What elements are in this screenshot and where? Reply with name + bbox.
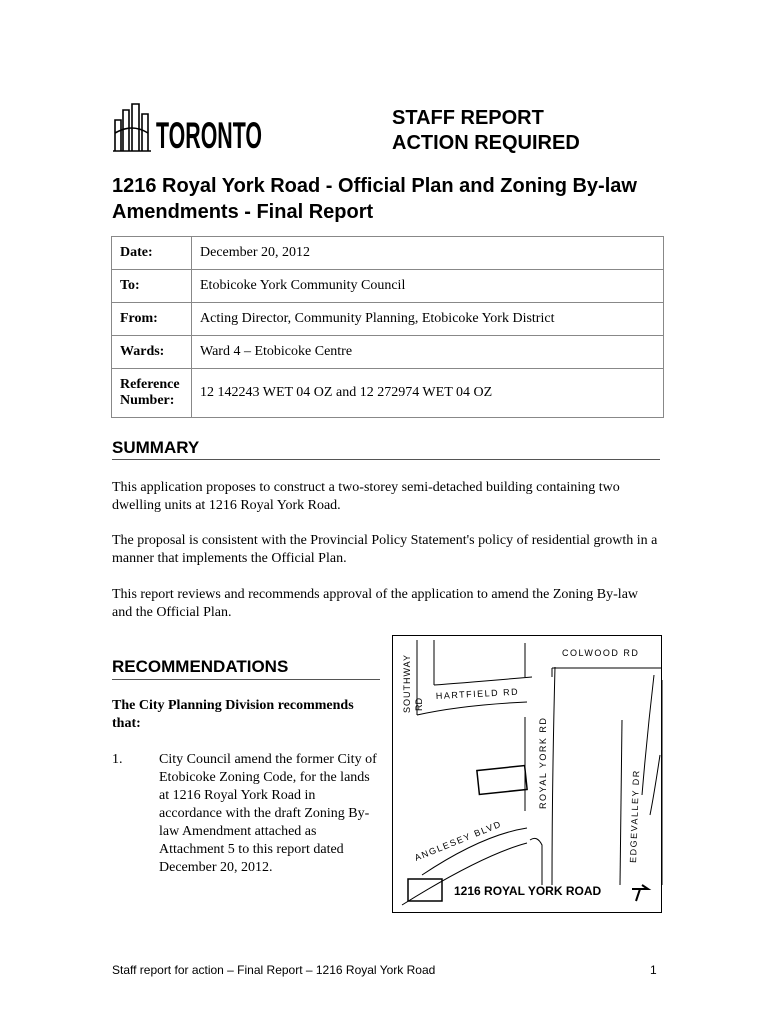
street-label-edgevalley: EDGEVALLEY DR [628, 769, 642, 864]
info-label [112, 369, 192, 418]
info-value: Ward 4 – Etobicoke Centre [192, 336, 664, 369]
street-label-southway: SOUTHWAY [402, 654, 412, 713]
info-label: From: [112, 303, 192, 336]
report-type-line2: ACTION REQUIRED [392, 132, 580, 154]
page-number: 1 [650, 963, 657, 977]
info-row-reference [112, 369, 664, 418]
info-row-date [112, 237, 664, 270]
logo-wordmark: TORONTO [156, 115, 262, 156]
street-label-hartfield: HARTFIELD RD [435, 686, 520, 701]
info-label-line1: Reference [120, 377, 180, 392]
info-label: Date: [112, 237, 192, 270]
info-row-wards [112, 336, 664, 369]
summary-paragraph-1: This application proposes to construct a two-storey semi-detached building containing two dwelling units at 1216 Royal York Road. [112, 480, 620, 513]
info-label: To: [112, 270, 192, 303]
recommendations-heading: RECOMMENDATIONS [112, 657, 289, 676]
street-label-anglesey: ANGLESEY BLVD [413, 818, 504, 863]
summary-paragraph-3: This report reviews and recommends approval of the application to amend the Zoning By-law and the Official Plan. [112, 587, 639, 620]
recommendations-intro: The City Planning Division recommends that: [112, 698, 354, 731]
street-label-colwood: COLWOOD RD [562, 648, 640, 658]
street-label-royal-york: ROYAL YORK RD [538, 716, 548, 809]
city-of-toronto-logo [112, 101, 264, 155]
info-row-to [112, 270, 664, 303]
info-value: 12 142243 WET 04 OZ and 12 272974 WET 04 OZ [192, 369, 664, 418]
report-type-line1: STAFF REPORT [392, 107, 544, 129]
location-map [392, 635, 662, 913]
summary-divider [112, 459, 660, 460]
info-label-line2: Number: [120, 393, 175, 408]
info-value: Acting Director, Community Planning, Etobicoke York District [192, 303, 664, 336]
report-info-table [111, 236, 664, 418]
summary-heading: SUMMARY [112, 438, 200, 457]
info-value: Etobicoke York Community Council [192, 270, 664, 303]
info-value: December 20, 2012 [192, 237, 664, 270]
report-title: 1216 Royal York Road - Official Plan and Zoning By-law Amendments - Final Report [112, 175, 637, 223]
recommendation-text: City Council amend the former City of Etobicoke Zoning Code, for the lands at 1216 Royal York Road in accordance with the draft Zoning By-law Amendment attached as Attachment 5 to this report dated December 20, 2012. [159, 752, 377, 875]
footer-text: Staff report for action – Final Report – 1216 Royal York Road [112, 963, 436, 977]
summary-paragraph-2: The proposal is consistent with the Provincial Policy Statement's policy of residential growth in a manner that implements the Official Plan. [112, 533, 658, 566]
legend-label: 1216 ROYAL YORK ROAD [454, 884, 602, 898]
report-type [392, 106, 580, 156]
street-label-southway-rd: RD [414, 698, 424, 711]
recommendations-divider [112, 679, 380, 680]
recommendation-number: 1. [112, 752, 123, 767]
info-label: Wards: [112, 336, 192, 369]
info-row-from [112, 303, 664, 336]
